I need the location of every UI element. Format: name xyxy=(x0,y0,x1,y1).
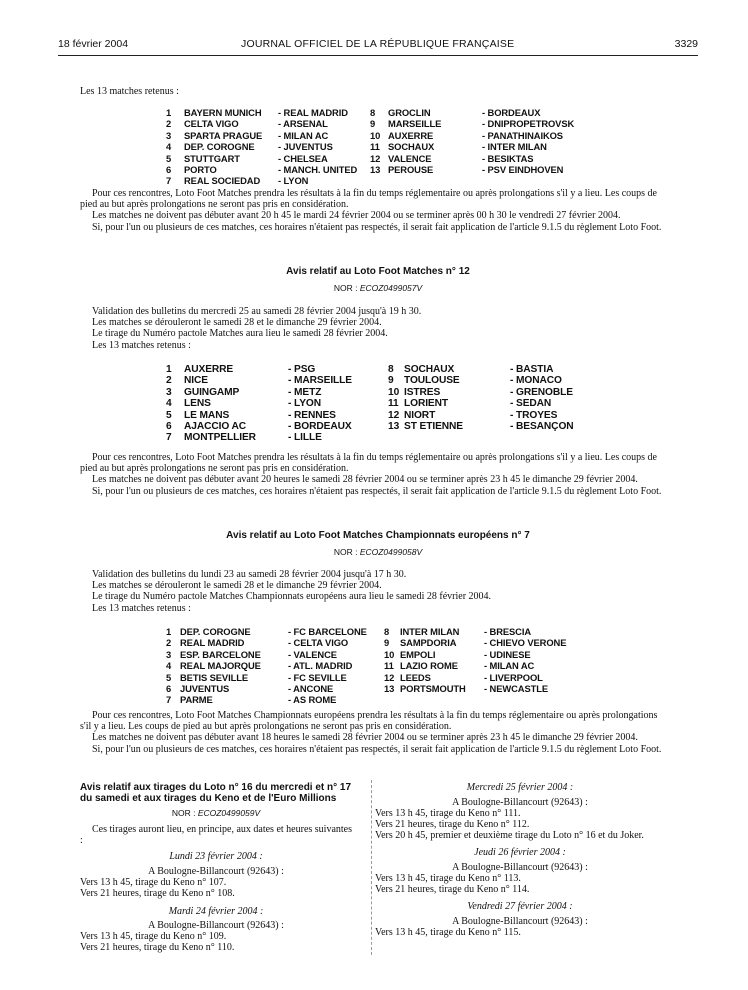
avis-7-line-3: Le tirage du Numéro pactole Matches Championnats européens aura lieu le samedi 28 février 2004. xyxy=(92,591,492,603)
schedule-line: Vers 13 h 45, tirage du Keno n° 113. xyxy=(375,873,521,885)
avis-12-line-1: Validation des bulletins du mercredi 25 au samedi 28 février 2004 jusqu'à 19 h 30. xyxy=(92,306,422,317)
avis-7-nor xyxy=(58,547,698,557)
schedule-line: Vers 13 h 45, tirage du Keno n° 109. xyxy=(80,931,227,943)
match-number: 1 xyxy=(166,626,172,637)
avis-16-right-column xyxy=(375,782,665,938)
match-away-team: - SEDAN xyxy=(510,398,552,410)
match-row xyxy=(166,672,626,683)
match-number: 11 xyxy=(388,398,399,410)
match-away-team: - BORDEAUX xyxy=(288,421,352,432)
match-home-team: PEROUSE xyxy=(388,164,434,175)
schedule-place: A Boulogne-Billancourt (92643) : xyxy=(452,796,588,808)
match-away-team: - JUVENTUS xyxy=(278,141,333,153)
avis-7-paragraph-1: Pour ces rencontres, Loto Foot Matches Championnats européens prendra les résultats à la fin du temps réglementaire ou après prolongations s'il y a lieu. Les coups de pied au but après prolongations ne seront pas pris en considération. xyxy=(80,710,658,733)
match-away-team: - LYON xyxy=(288,398,321,410)
nor-code: ECOZ0499058V xyxy=(359,547,423,557)
match-home-team: EMPOLI xyxy=(400,648,436,660)
schedule-day xyxy=(375,847,665,895)
avis-12-validation xyxy=(80,306,668,351)
match-home-team: SOCHAUX xyxy=(404,364,455,375)
match-away-team: - NEWCASTLE xyxy=(484,683,548,694)
match-number: 8 xyxy=(370,107,376,118)
match-row xyxy=(166,421,626,432)
match-number: 7 xyxy=(166,694,172,706)
top-paragraph-1: Pour ces rencontres, Loto Foot Matches prendra les résultats à la fin du temps réglementaire ou après prolongations s'il y a lieu. Les coups de pied au but après prolongations ne seront pas pris en considération. xyxy=(80,188,657,211)
avis-12-title: Avis relatif au Loto Foot Matches n° 12 xyxy=(286,266,470,277)
schedule-day xyxy=(375,901,665,938)
schedule-line: Vers 21 heures, tirage du Keno n° 114. xyxy=(375,884,530,896)
match-number: 2 xyxy=(166,637,172,649)
avis-16-intro: Ces tirages auront lieu, en principe, aux dates et heures suivantes : xyxy=(80,824,352,847)
match-home-team: AJACCIO AC xyxy=(184,421,247,432)
avis-12-line-3: Le tirage du Numéro pactole Matches aura lieu le samedi 28 février 2004. xyxy=(92,328,388,340)
match-number: 4 xyxy=(166,141,172,153)
match-home-team: BAYERN MUNICH xyxy=(184,107,262,118)
match-row xyxy=(166,130,626,141)
match-row xyxy=(166,364,626,375)
avis-7-intro: Les 13 matches retenus : xyxy=(92,602,191,614)
header-journal-title: JOURNAL OFFICIEL DE LA RÉPUBLIQUE FRANÇAISE xyxy=(241,38,515,50)
schedule-line: Vers 21 heures, tirage du Keno n° 108. xyxy=(80,888,235,900)
match-away-team: - CHELSEA xyxy=(278,152,328,164)
match-number: 5 xyxy=(166,671,172,683)
match-away-team: - RENNES xyxy=(288,409,336,421)
match-home-team: DEP. COROGNE xyxy=(180,626,251,637)
avis-7-title: Avis relatif au Loto Foot Matches Championnats européens n° 7 xyxy=(226,530,530,541)
match-number: 9 xyxy=(370,118,376,130)
match-number: 4 xyxy=(166,660,172,672)
match-row xyxy=(166,153,626,164)
match-away-team: - GRENOBLE xyxy=(510,386,573,398)
match-away-team: - VALENCE xyxy=(288,648,337,660)
match-home-team: NICE xyxy=(184,375,208,387)
top-matches-table xyxy=(166,107,626,187)
match-home-team: GROCLIN xyxy=(388,107,431,118)
match-away-team: - ANCONE xyxy=(288,683,334,694)
match-home-team: GUINGAMP xyxy=(184,386,240,398)
match-home-team: DEP. COROGNE xyxy=(184,141,255,153)
match-row xyxy=(166,175,626,186)
match-number: 4 xyxy=(166,398,172,410)
match-away-team: - AS ROME xyxy=(288,694,337,706)
match-home-team: PARME xyxy=(180,694,213,706)
schedule-place: A Boulogne-Billancourt (92643) : xyxy=(452,915,588,927)
schedule-date: Mardi 24 février 2004 : xyxy=(168,905,264,917)
match-home-team: BETIS SEVILLE xyxy=(180,671,248,683)
match-away-team: - METZ xyxy=(288,386,322,398)
avis-16-right-schedule xyxy=(375,782,665,938)
nor-label: NOR : xyxy=(333,547,358,557)
schedule-date: Lundi 23 février 2004 : xyxy=(169,851,263,863)
nor-code: ECOZ0499059V xyxy=(197,808,261,818)
match-row xyxy=(166,694,626,705)
match-number: 8 xyxy=(388,364,394,375)
match-home-team: ISTRES xyxy=(404,386,441,398)
match-row xyxy=(166,107,626,118)
match-number: 3 xyxy=(166,129,172,141)
match-home-team: LENS xyxy=(184,398,211,410)
match-away-team: - LIVERPOOL xyxy=(484,671,543,683)
match-number: 2 xyxy=(166,375,172,387)
top-conditions xyxy=(80,188,668,233)
schedule-date: Vendredi 27 février 2004 : xyxy=(467,901,573,913)
avis-12-paragraph-1: Pour ces rencontres, Loto Foot Matches prendra les résultats à la fin du temps réglementaire ou après prolongations s'il y a lieu. Les coups de pied au but après prolongations ne seront pas pris en considération. xyxy=(80,452,657,475)
header-page-number: 3329 xyxy=(674,38,698,50)
match-row xyxy=(166,118,626,129)
match-away-team: - PANATHINAIKOS xyxy=(482,129,563,141)
match-home-team: LORIENT xyxy=(404,398,449,410)
match-home-team: ESP. BARCELONE xyxy=(180,648,261,660)
match-away-team: - MILAN AC xyxy=(484,660,535,672)
match-home-team: SOCHAUX xyxy=(388,141,435,153)
avis-12-nor xyxy=(58,283,698,293)
page-header xyxy=(58,38,698,54)
top-paragraph-3: Si, pour l'un ou plusieurs de ces matches, ces horaires n'étaient pas respectés, il serait fait application de l'article 9.1.5 du règlement Loto Foot. xyxy=(92,221,662,233)
match-away-team: - LILLE xyxy=(288,432,322,444)
match-number: 11 xyxy=(370,141,380,153)
match-number: 5 xyxy=(166,409,172,421)
nor-label: NOR : xyxy=(333,283,358,293)
avis-16-nor xyxy=(80,808,352,818)
top-intro: Les 13 matches retenus : xyxy=(80,86,179,97)
match-number: 5 xyxy=(166,152,172,164)
avis-16-left-schedule xyxy=(80,851,352,953)
avis-7-line-2: Les matches se dérouleront le samedi 28 et le dimanche 29 février 2004. xyxy=(92,580,382,592)
match-away-team: - MARSEILLE xyxy=(288,375,352,387)
avis-12-line-2: Les matches se dérouleront le samedi 28 et le dimanche 29 février 2004. xyxy=(92,317,382,329)
match-number: 9 xyxy=(388,375,394,387)
avis-12-paragraph-3: Si, pour l'un ou plusieurs de ces matches, ces horaires n'étaient pas respectés, il serait fait application de l'article 9.1.5 du règlement Loto Foot. xyxy=(92,485,662,497)
match-number: 13 xyxy=(388,421,400,432)
match-away-team: - MILAN AC xyxy=(278,129,329,141)
avis-7-paragraph-2: Les matches ne doivent pas débuter avant 18 heures le samedi 28 février 2004 ou se terminer après 23 h 45 le dimanche 29 février 2004. xyxy=(92,732,638,744)
schedule-date: Jeudi 26 février 2004 : xyxy=(474,847,566,859)
schedule-day xyxy=(80,851,352,899)
avis-12-matches-table xyxy=(166,364,626,444)
nor-label: NOR : xyxy=(171,808,196,818)
schedule-line: Vers 20 h 45, premier et deuxième tirage du Loto n° 16 et du Joker. xyxy=(375,830,644,842)
avis-12-intro: Les 13 matches retenus : xyxy=(92,339,191,351)
match-number: 7 xyxy=(166,432,172,444)
match-number: 10 xyxy=(370,129,381,141)
match-away-team: - TROYES xyxy=(510,409,558,421)
match-home-team: SAMPDORIA xyxy=(400,637,457,649)
match-number: 12 xyxy=(384,671,395,683)
schedule-place: A Boulogne-Billancourt (92643) : xyxy=(452,861,588,873)
match-home-team: REAL MAJORQUE xyxy=(180,660,261,672)
match-home-team: AUXERRE xyxy=(184,364,234,375)
match-number: 2 xyxy=(166,118,172,130)
match-home-team: MONTPELLIER xyxy=(184,432,256,444)
match-away-team: - INTER MILAN xyxy=(482,141,547,153)
schedule-line: Vers 21 heures, tirage du Keno n° 110. xyxy=(80,942,235,954)
match-number: 7 xyxy=(166,175,172,187)
match-number: 1 xyxy=(166,107,172,118)
match-away-team: - MANCH. UNITED xyxy=(278,164,358,175)
match-number: 10 xyxy=(384,648,395,660)
match-row xyxy=(166,410,626,421)
match-row xyxy=(166,141,626,152)
header-rule xyxy=(58,55,698,56)
match-number: 3 xyxy=(166,648,172,660)
schedule-line: Vers 21 heures, tirage du Keno n° 112. xyxy=(375,818,530,830)
match-home-team: REAL MADRID xyxy=(180,637,245,649)
match-away-team: - BASTIA xyxy=(510,364,554,375)
avis-12-conditions xyxy=(80,452,668,497)
match-number: 10 xyxy=(388,386,400,398)
match-number: 9 xyxy=(384,637,390,649)
avis-7-line-1: Validation des bulletins du lundi 23 au samedi 28 février 2004 jusqu'à 17 h 30. xyxy=(92,569,407,580)
match-number: 1 xyxy=(166,364,172,375)
match-row xyxy=(166,375,626,386)
avis-7-paragraph-3: Si, pour l'un ou plusieurs de ces matches, ces horaires n'étaient pas respectés, il serait fait application de l'article 9.1.5 du règlement Loto Foot. xyxy=(92,743,662,755)
schedule-place: A Boulogne-Billancourt (92643) : xyxy=(148,920,284,932)
avis-16-left-column xyxy=(80,782,352,954)
match-away-team: - BORDEAUX xyxy=(482,107,541,118)
top-paragraph-2: Les matches ne doivent pas débuter avant 20 h 45 le mardi 24 février 2004 ou se terminer après 00 h 30 le vendredi 27 février 2004. xyxy=(92,210,621,222)
match-away-team: - MONACO xyxy=(510,375,562,387)
match-home-team: SPARTA PRAGUE xyxy=(184,129,263,141)
match-away-team: - UDINESE xyxy=(484,648,531,660)
header-date: 18 février 2004 xyxy=(58,38,129,50)
match-home-team: AUXERRE xyxy=(388,129,434,141)
match-away-team: - CELTA VIGO xyxy=(288,637,349,649)
match-away-team: - PSG xyxy=(288,364,316,375)
match-home-team: JUVENTUS xyxy=(180,683,230,694)
avis-16-title: Avis relatif aux tirages du Loto n° 16 du mercredi et n° 17 du samedi et aux tirages du Keno et de l'Euro Millions xyxy=(80,782,352,804)
match-away-team: - ARSENAL xyxy=(278,118,328,130)
avis-12-paragraph-2: Les matches ne doivent pas débuter avant 20 heures le samedi 28 février 2004 ou se terminer après 23 h 45 le dimanche 29 février 2004. xyxy=(92,474,638,486)
match-row xyxy=(166,637,626,648)
match-row xyxy=(166,398,626,409)
match-number: 12 xyxy=(370,152,381,164)
match-away-team: - BESANÇON xyxy=(510,421,574,432)
match-away-team: - CHIEVO VERONE xyxy=(484,637,567,649)
match-away-team: - FC SEVILLE xyxy=(288,671,347,683)
match-number: 6 xyxy=(166,683,172,694)
avis-7-conditions xyxy=(80,710,668,755)
avis-7-matches-table xyxy=(166,626,626,706)
match-number: 3 xyxy=(166,386,172,398)
match-number: 13 xyxy=(384,683,395,694)
match-home-team: LAZIO ROME xyxy=(400,660,458,672)
match-row xyxy=(166,432,626,443)
match-home-team: ST ETIENNE xyxy=(404,421,464,432)
schedule-date: Mercredi 25 février 2004 : xyxy=(466,782,574,793)
match-row xyxy=(166,649,626,660)
match-away-team: - FC BARCELONE xyxy=(288,626,367,637)
match-home-team: MARSEILLE xyxy=(388,118,442,130)
nor-code: ECOZ0499057V xyxy=(359,283,423,293)
match-home-team: STUTTGART xyxy=(184,152,240,164)
schedule-day xyxy=(375,782,665,841)
avis-7-validation xyxy=(80,569,668,614)
schedule-place: A Boulogne-Billancourt (92643) : xyxy=(148,865,284,877)
match-row xyxy=(166,626,626,637)
match-number: 12 xyxy=(388,409,400,421)
match-home-team: PORTSMOUTH xyxy=(400,683,466,694)
match-away-team: - PSV EINDHOVEN xyxy=(482,164,564,175)
schedule-line: Vers 13 h 45, tirage du Keno n° 115. xyxy=(375,927,521,939)
match-row xyxy=(166,660,626,671)
match-number: 6 xyxy=(166,164,172,175)
match-home-team: PORTO xyxy=(184,164,217,175)
match-home-team: REAL SOCIEDAD xyxy=(184,175,261,187)
match-away-team: - ATL. MADRID xyxy=(288,660,353,672)
match-away-team: - DNIPROPETROVSK xyxy=(482,118,575,130)
match-home-team: NIORT xyxy=(404,409,436,421)
match-home-team: VALENCE xyxy=(388,152,432,164)
match-home-team: LE MANS xyxy=(184,409,230,421)
match-away-team: - BESIKTAS xyxy=(482,152,534,164)
match-number: 8 xyxy=(384,626,390,637)
match-row xyxy=(166,387,626,398)
match-number: 11 xyxy=(384,660,394,672)
match-number: 6 xyxy=(166,421,172,432)
match-row xyxy=(166,683,626,694)
match-away-team: - REAL MADRID xyxy=(278,107,348,118)
schedule-day xyxy=(80,906,352,954)
schedule-line: Vers 13 h 45, tirage du Keno n° 107. xyxy=(80,877,227,889)
column-divider xyxy=(371,780,372,955)
schedule-line: Vers 13 h 45, tirage du Keno n° 111. xyxy=(375,807,521,819)
match-number: 13 xyxy=(370,164,381,175)
match-away-team: - LYON xyxy=(278,175,309,187)
match-home-team: CELTA VIGO xyxy=(184,118,239,130)
match-home-team: INTER MILAN xyxy=(400,626,460,637)
match-row xyxy=(166,164,626,175)
match-away-team: - BRESCIA xyxy=(484,626,532,637)
match-home-team: TOULOUSE xyxy=(404,375,460,387)
match-home-team: LEEDS xyxy=(400,671,431,683)
